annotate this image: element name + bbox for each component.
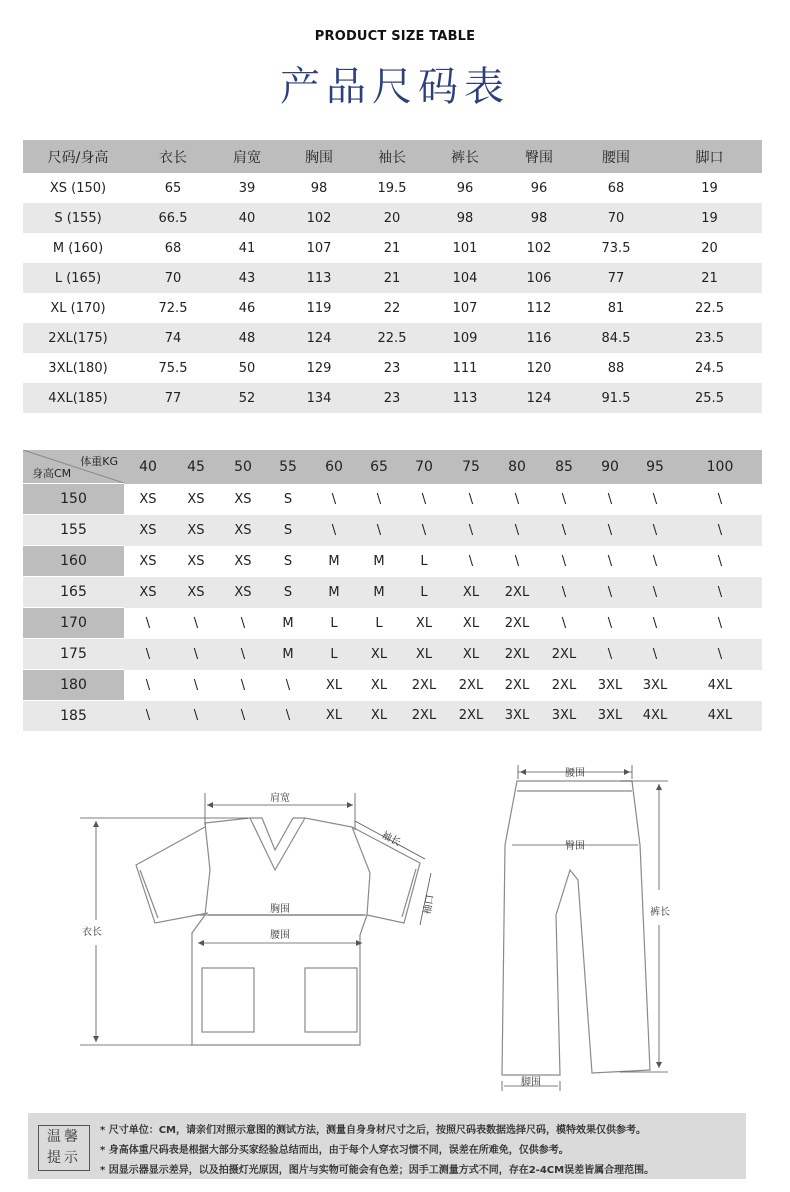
table-cell: 52 [213, 383, 281, 413]
size-cell: \ [632, 515, 678, 546]
table-cell: 21 [657, 263, 762, 293]
size-cell: \ [632, 577, 678, 608]
size-cell: XS [172, 577, 220, 608]
size-cell: 2XL [494, 577, 540, 608]
size-label-cell: 3XL(180) [48, 360, 108, 376]
table-cell: 20 [701, 240, 718, 256]
weight-header-cell: 65 [358, 450, 400, 484]
table-cell: 88 [607, 360, 625, 376]
table-cell: 124 [281, 323, 357, 353]
table-row [23, 173, 762, 203]
table-cell: 70 [133, 263, 213, 293]
table-cell: 23 [357, 383, 427, 413]
height-cell: 180 [23, 670, 124, 701]
size-cell: \ [145, 677, 151, 693]
size-cell: \ [678, 515, 762, 546]
table-row [23, 383, 762, 413]
size-cell: L [420, 553, 428, 569]
size-cell: 4XL [678, 701, 762, 732]
size-cell: XS [139, 553, 157, 569]
table-cell: 120 [526, 360, 552, 376]
size-cell: XS [124, 577, 172, 608]
size-cell: 2XL [411, 677, 437, 693]
size-cell: \ [124, 701, 172, 732]
size-cell: 3XL [588, 701, 632, 732]
title-english: PRODUCT SIZE TABLE [314, 29, 476, 44]
size-cell: \ [193, 615, 199, 631]
size-cell: 2XL [458, 677, 484, 693]
weight-header-cell: 100 [678, 450, 762, 484]
size-cell: XS [220, 515, 266, 546]
size-cell: \ [266, 701, 310, 732]
tips-badge [38, 1125, 90, 1171]
size-cell: M [282, 615, 294, 631]
size-cell: \ [678, 577, 762, 608]
size-cell: \ [561, 553, 567, 569]
table-cell: 98 [427, 203, 503, 233]
table-row [23, 608, 762, 639]
size-cell: \ [607, 615, 613, 631]
header-hip: 臀围 [503, 140, 575, 173]
label-waist-top: 腰围 [270, 930, 290, 941]
table-row [23, 233, 762, 263]
table-cell: 134 [281, 383, 357, 413]
size-cell: XL [448, 577, 494, 608]
table-cell: 21 [383, 240, 401, 256]
label-hem: 脚围 [521, 1077, 541, 1088]
table-row [23, 670, 762, 701]
size-cell: \ [468, 491, 474, 507]
size-cell: \ [310, 515, 358, 546]
size-cell: \ [540, 577, 588, 608]
label-hip: 臀围 [565, 841, 585, 852]
size-cell: XL [400, 639, 448, 670]
table-cell: 23 [383, 360, 401, 376]
size-cell: M [266, 639, 310, 670]
size-cell: L [310, 639, 358, 670]
size-cell: \ [514, 553, 520, 569]
size-cell: \ [376, 491, 382, 507]
size-cell: \ [632, 639, 678, 670]
size-cell: 2XL [504, 677, 530, 693]
table-cell: 77 [575, 263, 657, 293]
table-cell: 96 [530, 180, 548, 196]
size-cell: \ [240, 677, 246, 693]
table-cell: 129 [306, 360, 332, 376]
table-row [23, 701, 762, 732]
size-cell: XL [415, 615, 433, 631]
size-cell: XS [172, 515, 220, 546]
table-cell: 111 [452, 360, 478, 376]
size-label-cell: 2XL(175) [23, 323, 133, 353]
size-cell: \ [468, 553, 474, 569]
table-cell: 70 [575, 203, 657, 233]
table-cell: 113 [427, 383, 503, 413]
title-chinese: 产品尺码表 [280, 64, 510, 110]
size-cell: L [375, 615, 383, 631]
table-cell: 119 [306, 300, 332, 316]
size-cell: \ [421, 491, 427, 507]
size-cell: \ [220, 701, 266, 732]
size-cell: XL [370, 677, 388, 693]
size-cell: \ [193, 677, 199, 693]
table-cell: 84.5 [575, 323, 657, 353]
tip-line: * 尺寸单位：CM，请亲们对照示意图的测试方法，测量自身身材尺寸之后，按照尺码表数据选择尺码，模特效果仅供参考。 [100, 1125, 647, 1136]
header-waist: 腰围 [575, 140, 657, 173]
size-cell: \ [561, 491, 567, 507]
size-cell: 4XL [632, 701, 678, 732]
size-cell: 3XL [642, 677, 668, 693]
table-cell: 46 [238, 300, 256, 316]
weight-axis-label: 体重KG [80, 455, 118, 468]
height-cell: 170 [23, 608, 124, 639]
table-cell: 41 [238, 240, 256, 256]
size-cell: L [400, 577, 448, 608]
size-label-cell: M (160) [52, 240, 104, 256]
table-cell: 25.5 [657, 383, 762, 413]
size-cell: \ [561, 615, 567, 631]
corner-cell [23, 450, 124, 484]
table-cell: 22 [383, 300, 401, 316]
table-cell: 22.5 [357, 323, 427, 353]
header-size-height: 尺码/身高 [23, 140, 133, 173]
size-cell: M [358, 577, 400, 608]
pants-arrows [520, 769, 662, 1068]
size-cell: 3XL [494, 701, 540, 732]
table-row [23, 263, 762, 293]
height-cell: 150 [23, 484, 124, 515]
size-cell: XL [325, 677, 343, 693]
table-cell: 116 [503, 323, 575, 353]
table-cell: 24.5 [695, 360, 724, 376]
size-cell: \ [172, 701, 220, 732]
table-cell: 22.5 [695, 300, 724, 316]
weight-header-cell: 90 [588, 450, 632, 484]
height-cell: 155 [23, 515, 124, 546]
size-cell: XL [462, 615, 480, 631]
size-cell: XS [220, 577, 266, 608]
size-cell: M [328, 553, 340, 569]
size-label-cell: XS (150) [49, 180, 107, 196]
label-shoulder: 肩宽 [270, 793, 290, 804]
size-cell: 3XL [540, 701, 588, 732]
height-cell: 165 [23, 577, 124, 608]
table-cell: 39 [238, 180, 256, 196]
size-cell: \ [220, 639, 266, 670]
label-chest: 胸围 [270, 904, 290, 915]
table-row [23, 546, 762, 577]
size-cell: \ [717, 553, 723, 569]
size-cell: XL [358, 639, 400, 670]
label-length: 衣长 [82, 927, 102, 938]
table-row [23, 639, 762, 670]
weight-header-cell: 85 [540, 450, 588, 484]
table-cell: 98 [503, 203, 575, 233]
size-cell: XS [124, 515, 172, 546]
label-cuff: 袖口 [422, 893, 437, 916]
table-cell: 112 [526, 300, 552, 316]
size-table [23, 140, 762, 413]
tip-line: * 身高体重尺码表是根据大部分买家经验总结而出，由于每个人穿衣习惯不同，误差在所难免，仅供参考。 [100, 1145, 569, 1156]
header-sleeve: 袖长 [357, 140, 427, 173]
size-cell: S [266, 515, 310, 546]
size-cell: XS [234, 553, 252, 569]
tips-panel [28, 1113, 746, 1179]
table-cell: 48 [213, 323, 281, 353]
label-waist-pants: 腰围 [565, 768, 585, 779]
weight-header-cell: 55 [266, 450, 310, 484]
height-cell: 160 [23, 546, 124, 577]
label-pants-length: 裤长 [650, 907, 670, 918]
measurement-diagram [0, 745, 790, 1105]
size-cell: \ [652, 553, 658, 569]
table-cell: 107 [452, 300, 478, 316]
weight-header-row [23, 450, 762, 484]
size-cell: \ [240, 615, 246, 631]
weight-header-cell: 50 [220, 450, 266, 484]
table-row [23, 577, 762, 608]
table-row [23, 323, 762, 353]
size-cell: L [330, 615, 338, 631]
size-cell: \ [588, 515, 632, 546]
size-cell: 2XL [400, 701, 448, 732]
table-row [23, 484, 762, 515]
weight-header-cell: 45 [172, 450, 220, 484]
height-weight-table [23, 450, 762, 731]
height-cell: 185 [23, 701, 124, 732]
table-cell: 74 [133, 323, 213, 353]
size-cell: 3XL [597, 677, 623, 693]
table-cell: 68 [164, 240, 182, 256]
table-cell: 19.5 [377, 180, 407, 196]
table-cell: 19 [657, 203, 762, 233]
size-label-cell: 4XL(185) [23, 383, 133, 413]
table-cell: 98 [310, 180, 328, 196]
size-cell: XL [448, 639, 494, 670]
table-cell: 43 [213, 263, 281, 293]
table-cell: 40 [213, 203, 281, 233]
size-cell: \ [652, 615, 658, 631]
size-cell: \ [124, 639, 172, 670]
size-cell: \ [285, 677, 291, 693]
table-row [23, 293, 762, 323]
size-cell: XL [358, 701, 400, 732]
weight-header-cell: 70 [400, 450, 448, 484]
size-cell: XL [310, 701, 358, 732]
size-cell: 2XL [540, 639, 588, 670]
table-cell: 21 [357, 263, 427, 293]
weight-header-cell: 95 [632, 450, 678, 484]
table-cell: 75.5 [158, 360, 188, 376]
table-cell: 68 [607, 180, 625, 196]
size-table-header [23, 140, 762, 173]
table-cell: 106 [503, 263, 575, 293]
size-cell: \ [678, 639, 762, 670]
size-cell: XS [234, 491, 252, 507]
table-cell: 113 [281, 263, 357, 293]
tips-badge-line2: 提示 [47, 1150, 81, 1166]
tips-text [100, 1121, 654, 1181]
height-cell: 175 [23, 639, 124, 670]
header-shoulder: 肩宽 [213, 140, 281, 173]
size-cell: XS [139, 491, 157, 507]
size-cell: 2XL [494, 639, 540, 670]
table-cell: 102 [526, 240, 552, 256]
table-cell: 20 [357, 203, 427, 233]
header-chest: 胸围 [281, 140, 357, 173]
size-cell: 2XL [448, 701, 494, 732]
table-cell: 65 [164, 180, 182, 196]
label-sleeve: 袖长 [379, 829, 403, 849]
table-row [23, 515, 762, 546]
size-cell: \ [448, 515, 494, 546]
table-cell: 77 [133, 383, 213, 413]
header-hem: 脚口 [657, 140, 762, 173]
table-cell: 50 [238, 360, 256, 376]
size-cell: 4XL [707, 677, 733, 693]
size-cell: \ [717, 491, 723, 507]
table-cell: 96 [456, 180, 474, 196]
top-arrows [93, 802, 362, 1042]
size-cell: \ [588, 639, 632, 670]
size-cell: \ [494, 515, 540, 546]
size-cell: \ [145, 615, 151, 631]
size-cell: \ [331, 491, 337, 507]
table-cell: 101 [452, 240, 478, 256]
table-cell: 104 [427, 263, 503, 293]
table-cell: 91.5 [575, 383, 657, 413]
size-cell: \ [652, 491, 658, 507]
table-cell: 109 [427, 323, 503, 353]
table-cell: 107 [306, 240, 332, 256]
table-cell: 73.5 [601, 240, 631, 256]
weight-header-cell: 80 [494, 450, 540, 484]
size-label-cell: S (155) [23, 203, 133, 233]
table-cell: 124 [503, 383, 575, 413]
table-row [23, 203, 762, 233]
size-cell: \ [400, 515, 448, 546]
size-cell: \ [717, 615, 723, 631]
table-cell: 72.5 [158, 300, 188, 316]
size-cell: S [283, 553, 293, 569]
size-cell: \ [172, 639, 220, 670]
table-cell: 19 [701, 180, 718, 196]
size-cell: \ [607, 491, 613, 507]
header-pants-length: 裤长 [427, 140, 503, 173]
size-cell: 2XL [504, 615, 530, 631]
size-cell: M [373, 553, 385, 569]
height-axis-label: 身高CM [32, 467, 72, 480]
size-cell: \ [514, 491, 520, 507]
size-cell: XS [187, 491, 205, 507]
weight-header-cell: 40 [124, 450, 172, 484]
weight-header-cell: 60 [310, 450, 358, 484]
pants-outline [502, 781, 650, 1075]
size-cell: \ [588, 577, 632, 608]
size-cell: 2XL [551, 677, 577, 693]
size-label-cell: L (165) [23, 263, 133, 293]
size-label-cell: XL (170) [50, 300, 106, 316]
table-cell: 81 [607, 300, 625, 316]
size-cell: M [310, 577, 358, 608]
table-cell: 23.5 [657, 323, 762, 353]
size-cell: \ [358, 515, 400, 546]
size-cell: XS [187, 553, 205, 569]
weight-header-cell: 75 [448, 450, 494, 484]
tips-badge-line1: 温馨 [47, 1129, 81, 1145]
tip-line: * 因显示器显示差异，以及拍摄灯光原因，图片与实物可能会有色差；因手工测量方式不同，存在2-4CM误差皆属合理范围。 [100, 1165, 655, 1176]
size-cell: S [283, 491, 293, 507]
size-cell: S [266, 577, 310, 608]
table-cell: 66.5 [133, 203, 213, 233]
table-row [23, 353, 762, 383]
table-cell: 102 [281, 203, 357, 233]
size-cell: \ [540, 515, 588, 546]
header-length: 衣长 [133, 140, 213, 173]
size-cell: \ [607, 553, 613, 569]
